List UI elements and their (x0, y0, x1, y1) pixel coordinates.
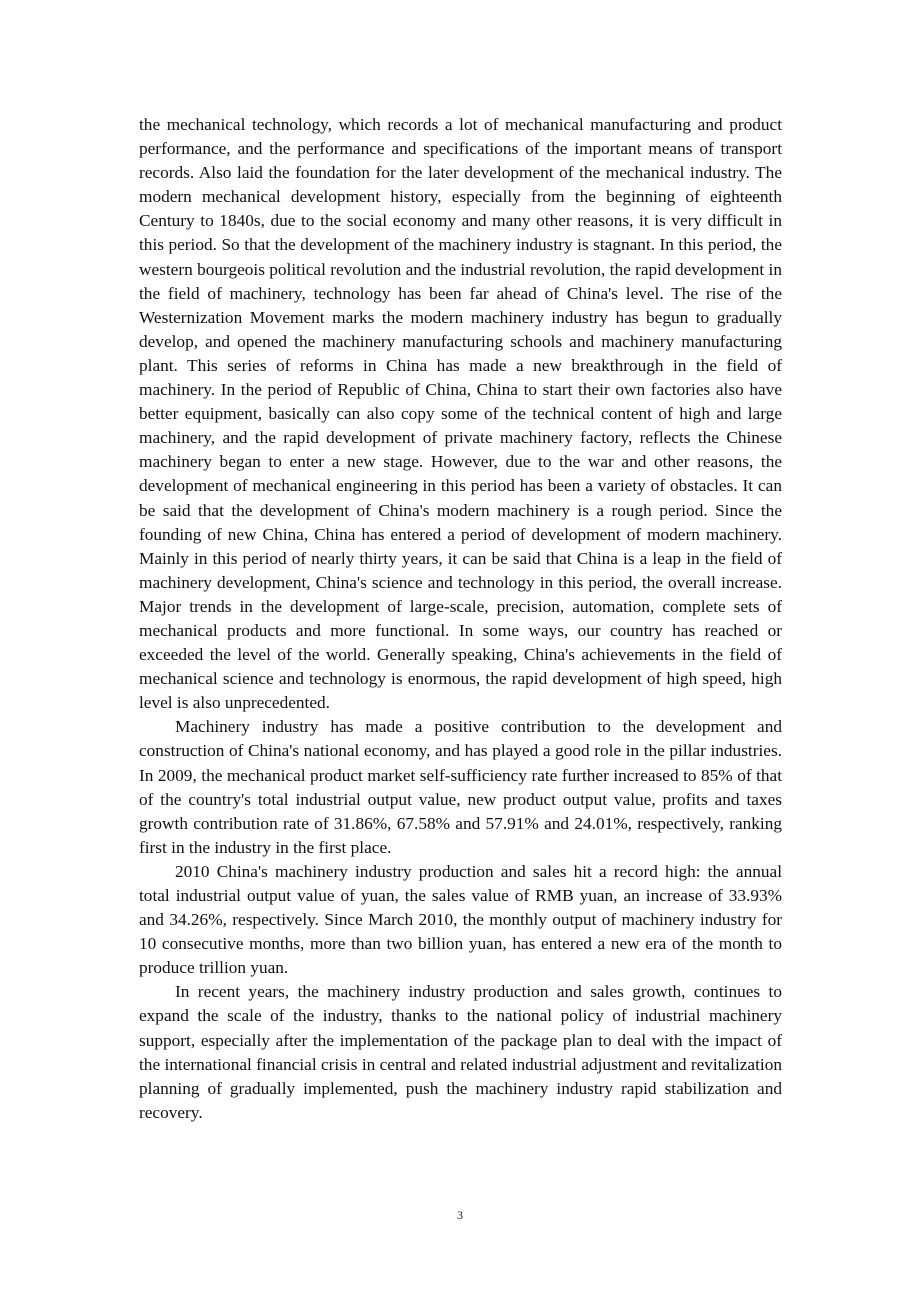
paragraph-recent-years: In recent years, the machinery industry production and sales growth, continues to expand the scale of the industry, thanks to the national policy of industrial machinery support, especially after the implementation of the package plan to deal with the impact of the international financial crisis in central and related industrial adjustment and revitalization planning of gradually implemented, push the machinery industry rapid stabilization and recovery. (139, 982, 782, 1122)
paragraph-continuation: the mechanical technology, which records a lot of mechanical manufacturing and product performance, and the performance and specifications of the important means of transport records. Also laid the foundation for the later development of the mechanical industry. The modern mechanical development history, especially from the beginning of eighteenth Century to 1840s, due to the social economy and many other reasons, it is very difficult in this period. So that the development of the machinery industry is stagnant. In this period, the western bourgeois political revolution and the industrial revolution, the rapid development in the field of machinery, technology has been far ahead of China's level. The rise of the Westernization Movement marks the modern machinery industry has begun to gradually develop, and opened the machinery manufacturing schools and machinery manufacturing plant. This series of reforms in China has made a new breakthrough in the field of machinery. In the period of Republic of China, China to start their own factories also have better equipment, basically can also copy some of the technical content of high and large machinery, and the rapid development of private machinery factory, reflects the Chinese machinery began to enter a new stage. However, due to the war and other reasons, the development of mechanical engineering in this period has been a variety of obstacles. It can be said that the development of China's modern machinery is a rough period. Since the founding of new China, China has entered a period of development of modern machinery. Mainly in this period of nearly thirty years, it can be said that China is a leap in the field of machinery development, China's science and technology in this period, the overall increase. Major trends in the development of large-scale, precision, automation, complete sets of mechanical products and more functional. In some ways, our country has reached or exceeded the level of the world. Generally speaking, China's achievements in the field of mechanical science and technology is enormous, the rapid development of high speed, high level is also unprecedented. (139, 115, 782, 713)
body-text (139, 113, 782, 1125)
page-number: 3 (457, 1208, 463, 1222)
paragraph-industry-contribution: Machinery industry has made a positive contribution to the development and construction of China's national economy, and has played a good role in the pillar industries. In 2009, the mechanical product market self-sufficiency rate further increased to 85% of that of the country's total industrial output value, new product output value, profits and taxes growth contribution rate of 31.86%, 67.58% and 57.91% and 24.01%, respectively, ranking first in the industry in the first place. (139, 717, 782, 857)
paragraph-2010-record: 2010 China's machinery industry production and sales hit a record high: the annual total industrial output value of yuan, the sales value of RMB yuan, an increase of 33.93% and 34.26%, respectively. Since March 2010, the monthly output of machinery industry for 10 consecutive months, more than two billion yuan, has entered a new era of the month to produce trillion yuan. (139, 861, 782, 978)
